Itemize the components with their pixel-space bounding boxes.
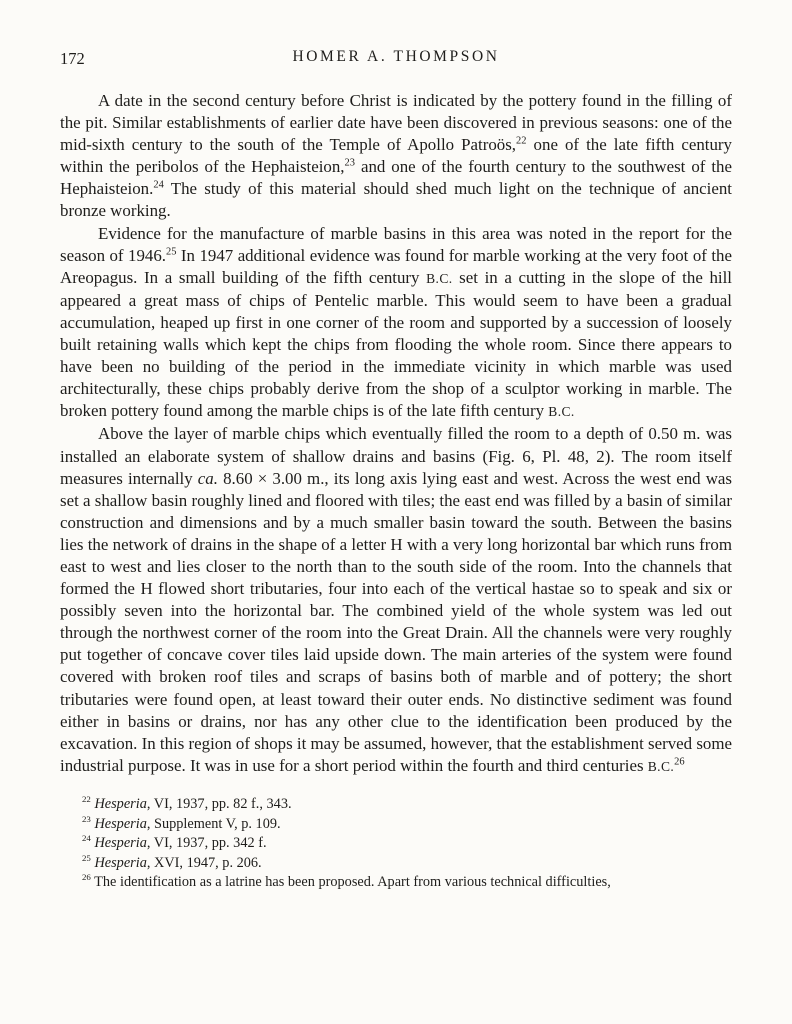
smallcaps-text: B.C. (548, 404, 575, 420)
paragraph-1 (60, 90, 732, 223)
text-segment: , VI, 1937, pp. 82 f., 343. (146, 795, 292, 812)
text-segment: set in a cutting in the slope of the hill appeared a great mass of chips of Pentelic marble. This would seem to have been a gradual accumulation, heaped up first in one corner of the room and supported by a succession of loosely built retaining walls which kept the chips from flooding the whole room. Since there appears to have been no building of the period in the immediate vicinity in which marble was used architecturally, these chips probably derive from the shop of a sculptor working in marble. The broken pottery found among the marble chips is of the late fifth century (60, 267, 732, 421)
text-segment: one of the late fifth century within the peribolos of the Hephaisteion, (60, 135, 732, 177)
text-segment: The study of this material should shed much light on the technique of ancient bronze working. (60, 179, 732, 221)
footnote-5 (60, 873, 732, 893)
footnote-reference: 25 (166, 246, 177, 258)
paragraph-3 (60, 423, 732, 778)
footnote-reference: 23 (82, 813, 91, 824)
footnote-reference: 26 (674, 756, 685, 768)
smallcaps-text: B.C. (426, 270, 453, 286)
text-segment: and one of the fourth century to the southwest of the Hephaisteion. (60, 157, 732, 199)
footnote-1 (60, 795, 732, 815)
footnote-3 (60, 834, 732, 854)
italic-text: Hesperia (94, 815, 147, 832)
footnote-reference: 22 (516, 135, 527, 147)
running-head: HOMER A. THOMPSON (292, 48, 500, 65)
footnote-reference: 26 (82, 872, 91, 883)
text-segment: The identification as a latrine has been proposed. Apart from various technical difficulties, (90, 874, 611, 891)
text-segment: 8.60 × 3.00 m., its long axis lying east and west. Across the west end was set a shallow basin roughly lined and floored with tiles; the east end was filled by a basin of similar construction and dimensions and by a much smaller basin toward the south. Between the basins lies the network of drains in the shape of a letter H with a very long horizontal bar which runs from east to west and lies closer to the north than to the south side of the room. Into the channels that formed the H flowed short tributaries, four into each of the vertical hastae so to speak and six or possibly seven into the horizontal bar. The combined yield of the whole system was led out through the northwest corner of the room into the Great Drain. All the channels were very roughly put together of concave cover tiles laid upside down. The main arteries of the system were found covered with broken roof tiles and scraps of basins both of marble and of pottery; the short tributaries were found open, at least toward their outer ends. No distinctive sediment was found either in basins or drains, nor has any other clue to the identification been produced by the excavation. In this region of shops it may be assumed, however, that the establishment served some industrial purpose. It was in use for a short period within the fourth and third centuries (60, 468, 732, 775)
smallcaps-text: B.C. (647, 758, 675, 774)
body-text (60, 90, 732, 778)
page-header (60, 48, 732, 70)
italic-text: Hesperia (94, 835, 147, 852)
paragraph-2 (60, 223, 732, 424)
footnote-reference: 24 (82, 833, 91, 844)
text-segment: , VI, 1937, pp. 342 f. (146, 835, 267, 852)
italic-text: ca. (197, 468, 218, 488)
page-number: 172 (60, 49, 85, 68)
footnote-reference: 23 (344, 157, 355, 169)
italic-text: Hesperia (94, 854, 147, 871)
footnote-4 (60, 854, 732, 874)
text-segment: , Supplement V, p. 109. (146, 815, 281, 832)
text-segment: , XVI, 1947, p. 206. (146, 854, 262, 871)
footnote-reference: 24 (153, 179, 164, 191)
footnote-reference: 25 (82, 852, 91, 863)
italic-text: Hesperia (94, 795, 147, 812)
footnotes (60, 795, 732, 893)
text-segment: Above the layer of marble chips which eventually filled the room to a depth of 0.50 m. was installed an elaborate system of shallow drains and basins (Fig. 6, Pl. 48, 2). The room itself measures internally (60, 424, 732, 488)
text-segment: Evidence for the manufacture of marble basins in this area was noted in the report for the season of 1946. (60, 223, 732, 265)
footnote-2 (60, 815, 732, 835)
text-segment: In 1947 additional evidence was found for marble working at the very foot of the Areopagus. In a small building of the fifth century (60, 245, 732, 287)
text-segment: A date in the second century before Christ is indicated by the pottery found in the filling of the pit. Similar establishments of earlier date have been discovered in previous seasons: one of the mid-sixth century to the south of the Temple of Apollo Patroös, (60, 91, 732, 155)
footnote-reference: 22 (82, 794, 91, 805)
